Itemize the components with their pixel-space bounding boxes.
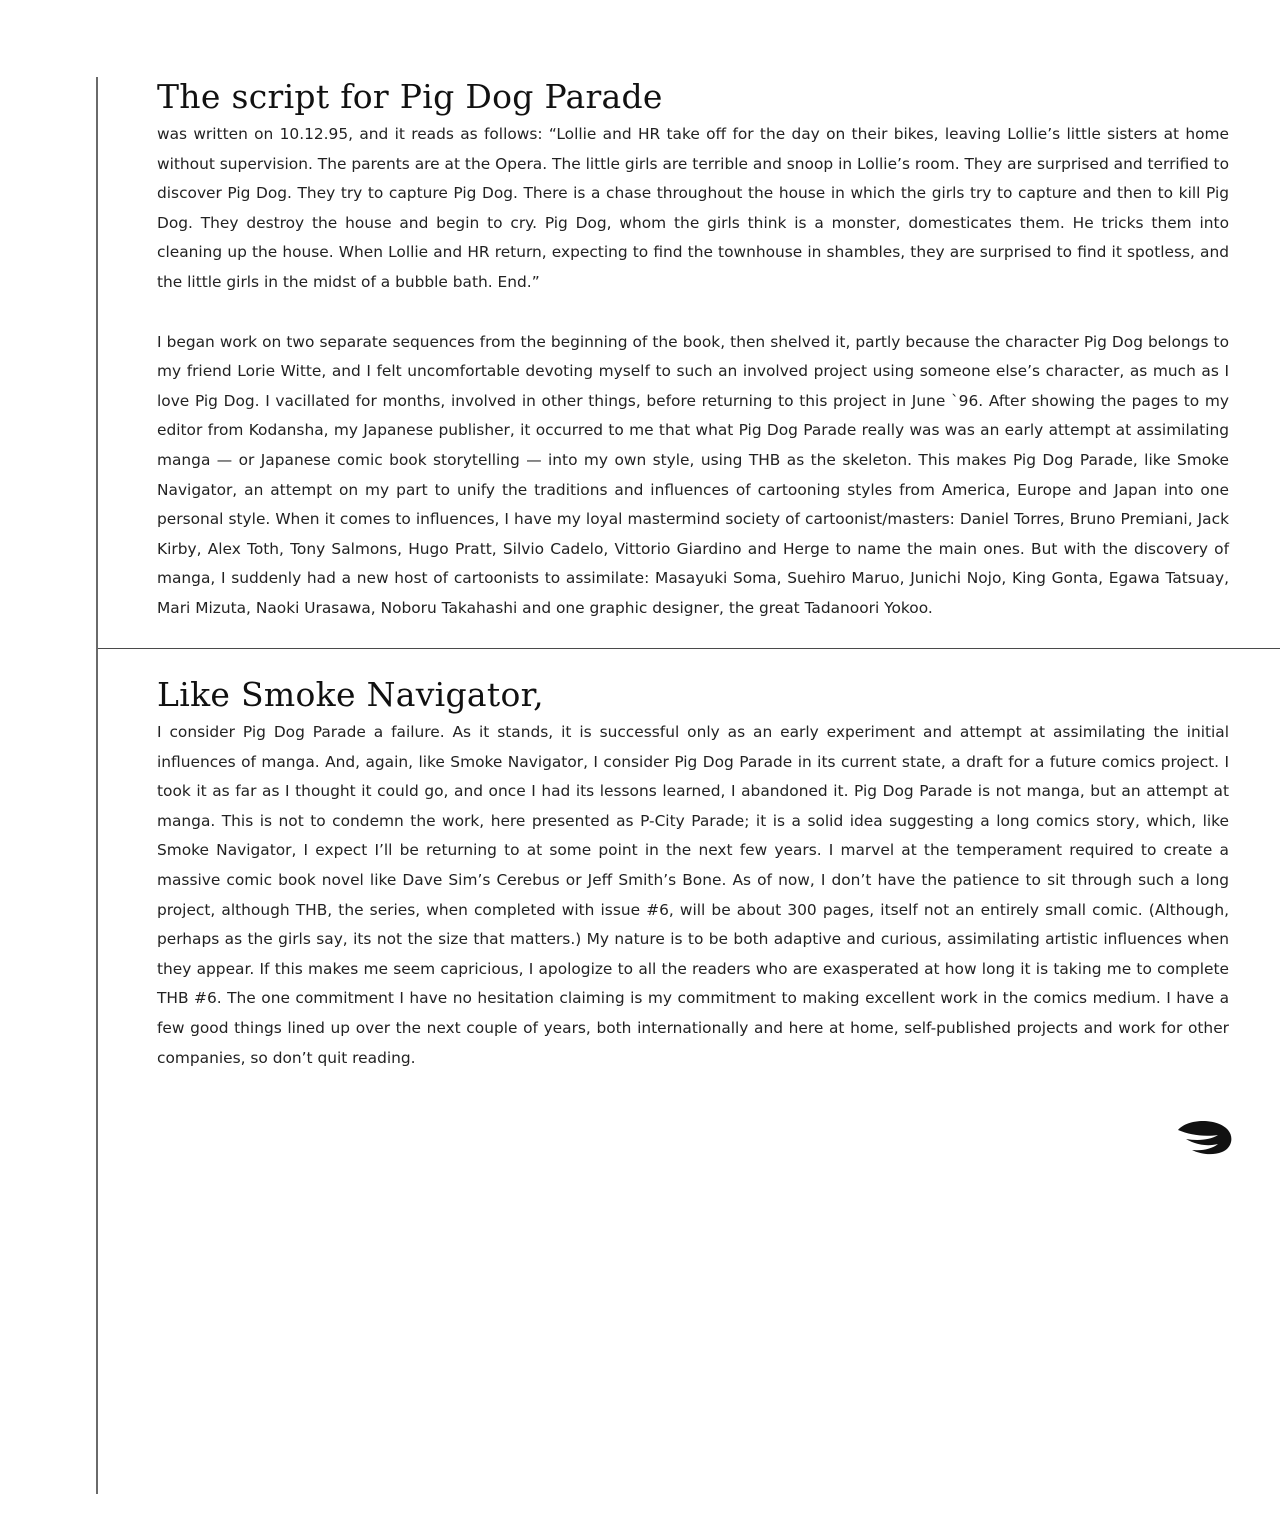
body-paragraph: was written on 10.12.95, and it reads as follows: “Lollie and HR take off for the day on their bikes, leaving Lollie’s little sisters at home without supervision. The parents are at the Opera. The little girls are terrible and snoop in Lollie’s room. They are surprised and terrified to discover Pig Dog. They try to capture Pig Dog. There is a chase throughout the house in which the girls try to capture and then to kill Pig Dog. They destroy the house and begin to cry. Pig Dog, whom the girls think is a monster, domesticates them. He tricks them into cleaning up the house. When Lollie and HR return, expecting to find the townhouse in shambles, they are surprised to find it spotless, and the little girls in the midst of a bubble bath. End.” (157, 125, 1229, 291)
swirl-end-mark-icon (1174, 1120, 1234, 1156)
section-divider (98, 648, 1280, 649)
section-smoke-navigator (157, 672, 1229, 1073)
section-heading: Like Smoke Navigator, (157, 675, 544, 714)
section-script (157, 74, 1229, 624)
left-margin-rule (96, 77, 98, 1494)
body-paragraph: I began work on two separate sequences from the beginning of the book, then shelved it, partly because the character Pig Dog belongs to my friend Lorie Witte, and I felt uncomfortable devoting myself to such an involved project using someone else’s character, as much as I love Pig Dog. I vacillated for months, involved in other things, before returning to this project in June `96. After showing the pages to my editor from Kodansha, my Japanese publisher, it occurred to me that what Pig Dog Parade really was was an early attempt at assimilating manga — or Japanese comic book storytelling — into my own style, using THB as the skeleton. This makes Pig Dog Parade, like Smoke Navigator, an attempt on my part to unify the traditions and influences of cartooning styles from America, Europe and Japan into one personal style. When it comes to influences, I have my loyal mastermind society of cartoonist/masters: Daniel Torres, Bruno Premiani, Jack Kirby, Alex Toth, Tony Salmons, Hugo Pratt, Silvio Cadelo, Vittorio Giardino and Herge to name the main ones. But with the discovery of manga, I suddenly had a new host of cartoonists to assimilate: Masayuki Soma, Suehiro Maruo, Junichi Nojo, King Gonta, Egawa Tatsuay, Mari Mizuta, Naoki Urasawa, Noboru Takahashi and one graphic designer, the great Tadanoori Yokoo. (157, 332, 1229, 617)
section-heading: The script for Pig Dog Parade (157, 77, 663, 116)
body-paragraph: I consider Pig Dog Parade a failure. As it stands, it is successful only as an early experiment and attempt at assimilating the initial influences of manga. And, again, like Smoke Navigator, I consider Pig Dog Parade in its current state, a draft for a future comics project. I took it as far as I thought it could go, and once I had its lessons learned, I abandoned it. Pig Dog Parade is not manga, but an attempt at manga. This is not to condemn the work, here presented as P-City Parade; it is a solid idea suggesting a long comics story, which, like Smoke Navigator, I expect I’ll be returning to at some point in the next few years. I marvel at the temperament required to create a massive comic book novel like Dave Sim’s Cerebus or Jeff Smith’s Bone. As of now, I don’t have the patience to sit through such a long project, although THB, the series, when completed with issue #6, will be about 300 pages, itself not an entirely small comic. (Although, perhaps as the girls say, its not the size that matters.) My nature is to be both adaptive and curious, assimilating artistic influences when they appear. If this makes me seem capricious, I apologize to all the readers who are exasperated at how long it is taking me to complete THB #6. The one commitment I have no hesitation claiming is my commitment to making excellent work in the comics medium. I have a few good things lined up over the next couple of years, both internationally and here at home, self-published projects and work for other companies, so don’t quit reading. (157, 723, 1229, 1067)
